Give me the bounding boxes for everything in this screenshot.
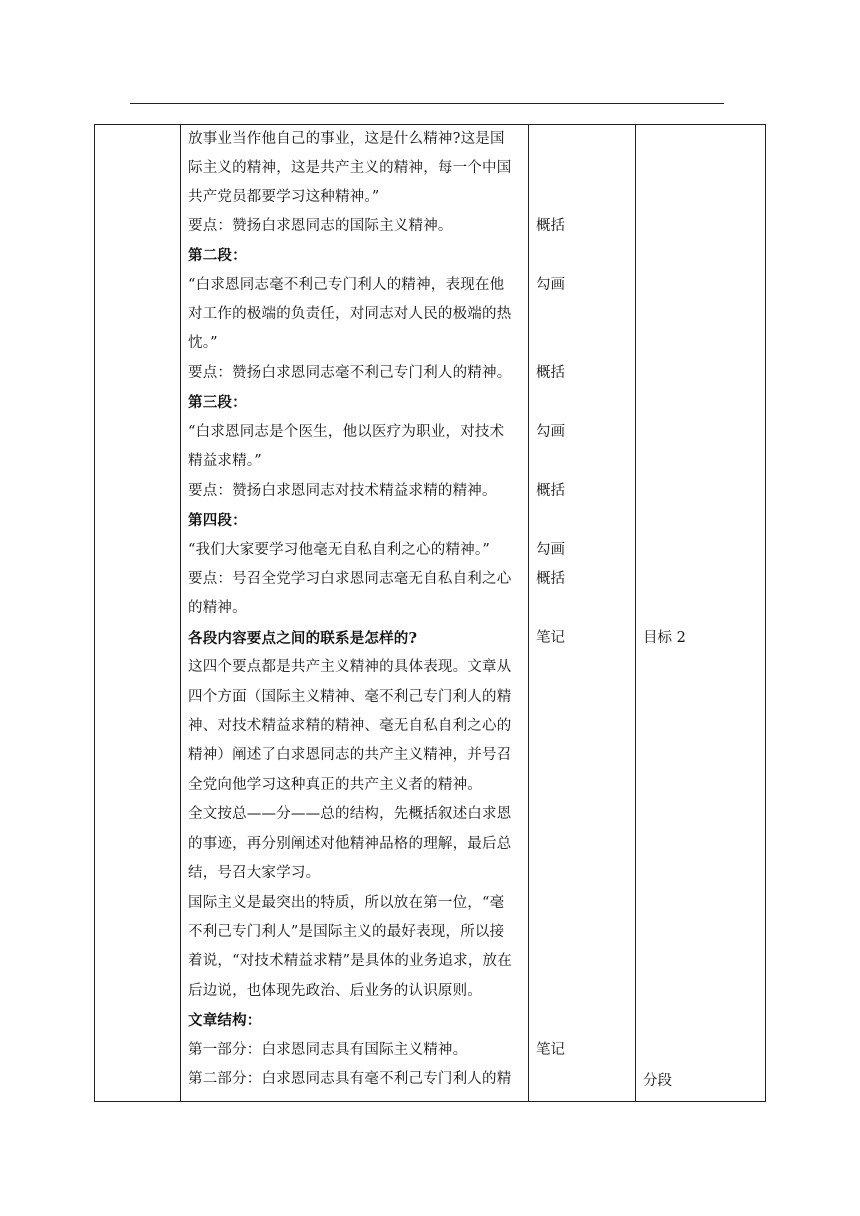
- step-cell: [95, 125, 181, 1102]
- content-line: 精神）阐述了白求恩同志的共产主义精神，并号召: [188, 747, 512, 763]
- activity-label: 概括: [536, 483, 565, 499]
- lesson-table: [94, 124, 766, 1102]
- header-rule: [130, 103, 724, 104]
- content-line: 第一部分：白求恩同志具有国际主义精神。: [188, 1042, 468, 1058]
- table-row: [95, 125, 766, 1102]
- content-line: 共产党员都要学习这种精神。”: [188, 189, 380, 205]
- activity-label: 概括: [536, 218, 565, 234]
- activity-label: 勾画: [536, 277, 565, 293]
- content-line: 第二部分：白求恩同志具有毫不利己专门利人的精: [188, 1071, 512, 1087]
- content-line: 着说，“对技术精益求精”是具体的业务追求，放在: [188, 953, 512, 969]
- activity-label: 笔记: [536, 1042, 565, 1058]
- section-heading: 各段内容要点之间的联系是怎样的?: [188, 630, 418, 647]
- content-line: 神、对技术精益求精的精神、毫无自私自利之心的: [188, 718, 512, 734]
- activity-label: 笔记: [536, 630, 565, 646]
- content-line: “白求恩同志毫不利己专门利人的精神，表现在他: [188, 277, 505, 293]
- goal-label: 目标 2: [643, 630, 686, 646]
- content-line: “白求恩同志是个医生，他以医疗为职业，对技术: [188, 424, 505, 440]
- activity-label: 勾画: [536, 542, 565, 558]
- activity-label: 勾画: [536, 424, 565, 440]
- content-line: 不利己专门利人”是国际主义的最好表现，所以接: [188, 924, 505, 940]
- content-line: 要点：赞扬白求恩同志毫不利己专门利人的精神。: [188, 365, 512, 381]
- content-line: 这四个要点都是共产主义精神的具体表现。文章从: [188, 659, 512, 675]
- section-heading: 第二段：: [188, 247, 247, 264]
- activity-label: 概括: [536, 365, 565, 381]
- content-line: 精益求精。”: [188, 453, 262, 469]
- content-line: 要点：号召全党学习白求恩同志毫无自私自利之心: [188, 571, 512, 587]
- content-line: 全党向他学习这种真正的共产主义者的精神。: [188, 777, 482, 793]
- activity-cell: [529, 125, 636, 1102]
- content-line: 要点：赞扬白求恩同志的国际主义精神。: [188, 218, 453, 234]
- content-line: “我们大家要学习他毫无自私自利之心的精神。”: [188, 542, 490, 558]
- content-cell: [181, 125, 529, 1102]
- section-heading: 第三段：: [188, 394, 247, 411]
- content-line: 的事迹，再分别阐述对他精神品格的理解，最后总: [188, 836, 512, 852]
- content-line: 全文按总——分——总的结构，先概括叙述白求恩: [188, 806, 512, 822]
- content-line: 四个方面（国际主义精神、毫不利己专门利人的精: [188, 689, 512, 705]
- content-line: 对工作的极端的负责任，对同志对人民的极端的热: [188, 306, 512, 322]
- content-line: 国际主义是最突出的特质，所以放在第一位，“毫: [188, 895, 505, 911]
- content-line: 后边说，也体现先政治、后业务的认识原则。: [188, 983, 482, 999]
- goal-label: 分段: [643, 1073, 672, 1089]
- goal-cell: [636, 125, 766, 1102]
- content-line: 忱。”: [188, 335, 218, 351]
- section-heading: 第四段：: [188, 512, 247, 529]
- content-line: 结，号召大家学习。: [188, 865, 321, 881]
- content-line: 的精神。: [188, 600, 247, 616]
- section-heading: 文章结构：: [188, 1012, 262, 1029]
- content-line: 放事业当作他自己的事业，这是什么精神?这是国: [188, 131, 505, 147]
- content-line: 要点：赞扬白求恩同志对技术精益求精的精神。: [188, 483, 497, 499]
- content-line: 际主义的精神，这是共产主义的精神，每一个中国: [188, 160, 512, 176]
- activity-label: 概括: [536, 571, 565, 587]
